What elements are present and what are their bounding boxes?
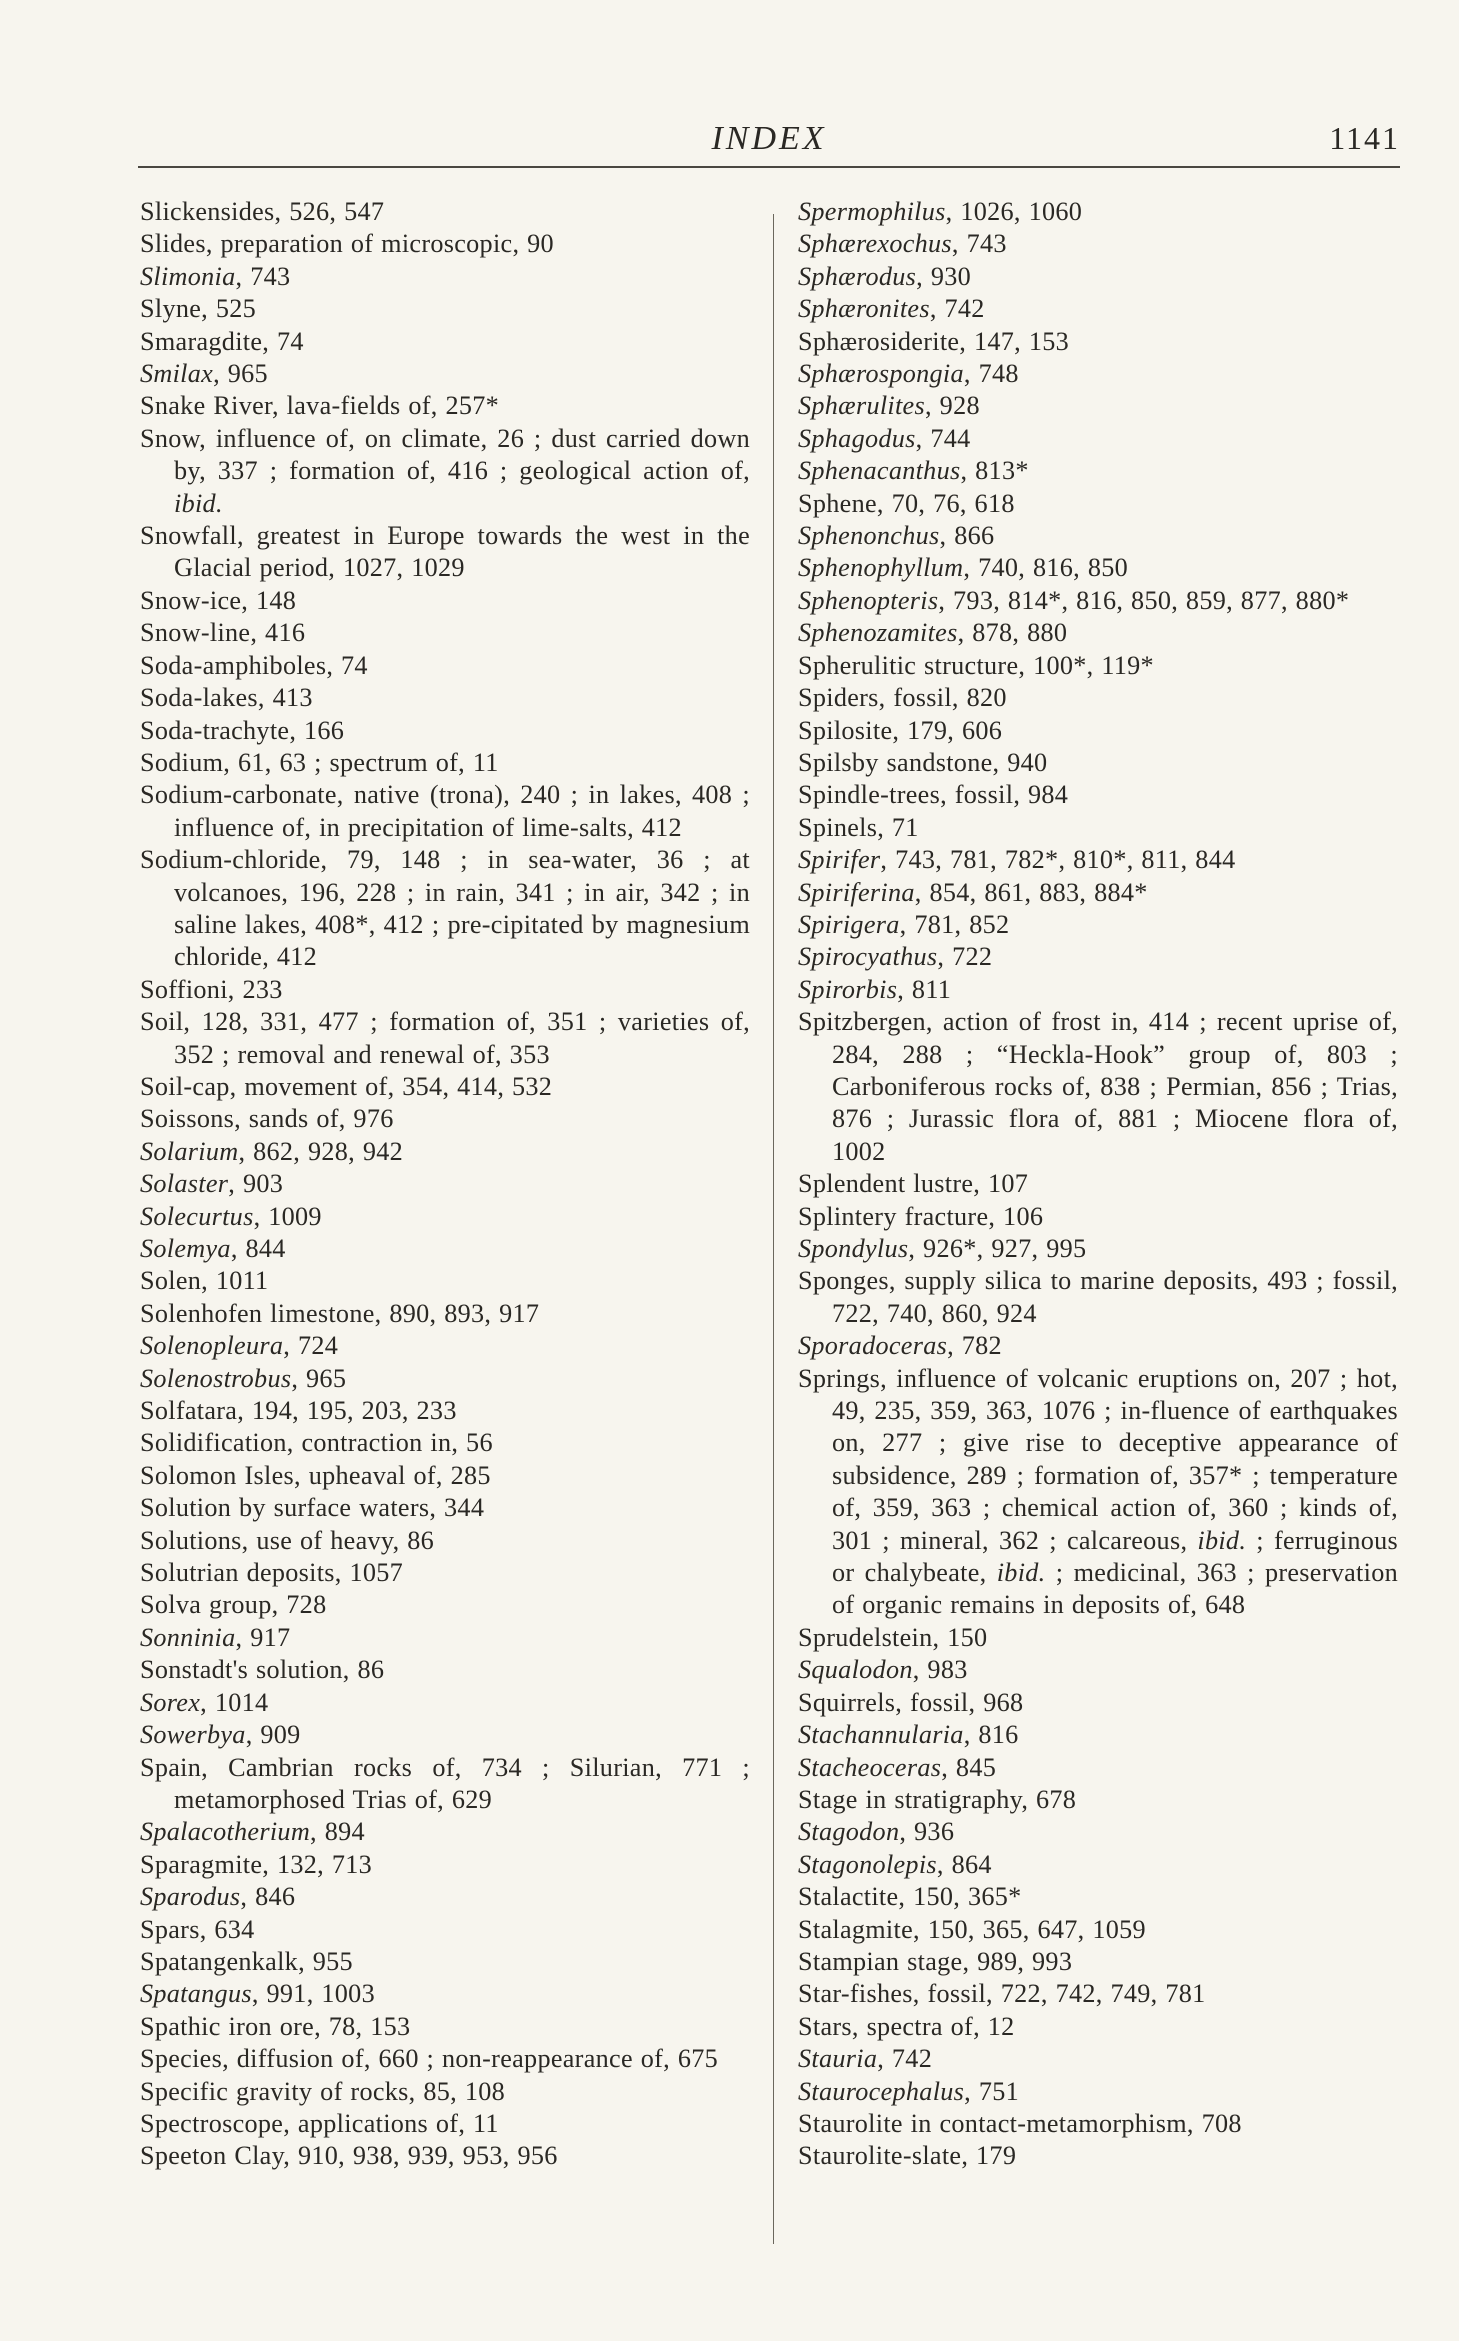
entry-text: Solemya [140,1234,231,1263]
entry-text: , 740, 816, 850 [963,553,1128,583]
entry-text: Smilax [140,359,214,389]
index-entry [798,909,1398,941]
entry-text: Stage in stratigraphy, 678 [798,1784,1077,1814]
entry-text: , 928 [924,391,980,421]
entry-text: Sphenozamites [798,618,958,648]
entry-text: Spirocyathus [798,942,938,972]
entry-text: , 846 [240,1882,296,1912]
index-entry [798,261,1398,293]
entry-text: Staurocephalus [798,2076,965,2106]
entry-text: Slickensides, 526, 547 [140,197,385,226]
entry-text: , 751 [964,2076,1020,2106]
index-entry [140,1946,750,1978]
index-entry [798,1363,1398,1622]
entry-text: , 722 [937,942,993,972]
index-entry [798,2076,1398,2108]
entry-text: , 743, 781, 782*, 810*, 811, 844 [880,845,1236,875]
index-entry [140,617,750,649]
entry-text: Solfatara, 194, 195, 203, 233 [140,1396,457,1426]
entry-text: Solution by surface waters, 344 [140,1493,485,1523]
index-entry [140,650,750,682]
index-column-left [140,196,750,2173]
entry-text: Splendent lustre, 107 [798,1169,1029,1199]
entry-text: Sodium, 61, 63 ; spectrum of, 11 [140,747,499,777]
entry-text: , 965 [291,1363,347,1393]
entry-text: Sonstadt's solution, 86 [140,1655,385,1685]
entry-text: Solaster [140,1169,229,1199]
index-entry [798,1330,1398,1362]
entry-text: , 991, 1003 [251,1979,375,2009]
index-entry [798,585,1398,617]
index-entry [798,1849,1398,1881]
entry-text: Spirifer [798,845,881,875]
entry-text: Solomon Isles, upheaval of, 285 [140,1460,491,1490]
entry-text: Stacheoceras [798,1752,942,1782]
entry-text: ibid. [996,1558,1046,1588]
index-entry [798,293,1398,325]
index-entry [798,326,1398,358]
index-entry [798,2140,1398,2172]
entry-text: , 743 [951,229,1007,259]
index-entry [140,1687,750,1719]
entry-text: Soissons, sands of, 976 [140,1104,394,1134]
entry-text: Snake River, lava-fields of, 257* [140,391,500,421]
entry-text: Staurolite in contact-metamorphism, 708 [798,2108,1242,2138]
entry-text: Soil, 128, 331, 477 ; formation of, 351 ; varieties of, 352 ; removal and renewal of, 353 [140,1007,750,1069]
index-entry [140,1298,750,1330]
entry-text: Star-fishes, fossil, 722, 742, 749, 781 [798,1979,1206,2009]
index-entry [140,974,750,1006]
index-entry [798,1687,1398,1719]
index-entry [798,1201,1398,1233]
index-entry [798,650,1398,682]
entry-text: Sphenophyllum [798,553,964,583]
entry-text: Spain, Cambrian rocks of, 734 ; Silurian, 771 ; metamorphosed Trias of, 629 [140,1752,750,1814]
entry-text: Squalodon [798,1655,913,1685]
entry-text: , 903 [228,1169,284,1199]
index-entry [140,1136,750,1168]
entry-text: Solenopleura [140,1331,284,1361]
entry-text: , 864 [936,1849,992,1879]
index-entry [140,261,750,293]
entry-text: Solarium [140,1136,239,1166]
entry-text: Sphæronites [798,294,930,324]
entry-text: , 1014 [200,1687,269,1717]
index-entry [798,2043,1398,2075]
entry-text: Solutions, use of heavy, 86 [140,1525,435,1555]
index-entry [140,1719,750,1751]
index-entry [140,2140,750,2172]
entry-text: Smaragdite, 74 [140,326,304,356]
index-entry [140,1557,750,1589]
entry-text: , 930 [916,261,972,291]
entry-text: Slimonia [140,261,236,291]
index-entry [798,779,1398,811]
index-entry [798,1265,1398,1330]
index-entry [798,974,1398,1006]
entry-text: , 854, 861, 883, 884* [914,877,1148,907]
entry-text: Spathic iron ore, 78, 153 [140,2011,411,2041]
entry-text: Sodium-carbonate, native (trona), 240 ; in lakes, 408 ; influence of, in precipitation of lime-salts, 412 [140,780,750,842]
column-divider [773,214,774,2244]
entry-text: Sonninia [140,1622,236,1652]
index-column-right [798,196,1398,2173]
entry-text: Speeton Clay, 910, 938, 939, 953, 956 [140,2141,558,2171]
entry-text: Solva group, 728 [140,1590,327,1620]
entry-text: Specific gravity of rocks, 85, 108 [140,2076,506,2106]
index-entry [140,390,750,422]
index-entry [798,682,1398,714]
entry-text: Spindle-trees, fossil, 984 [798,780,1069,810]
entry-text: Sodium-chloride, 79, 148 ; in sea-water, 36 ; at volcanoes, 196, 228 ; in rain, 341 ; in air, 342 ; in saline lakes, 408*, 412 ; pre-cipitated by magnesium chloride, 412 [140,845,750,972]
index-entry [798,844,1398,876]
entry-text: Sphærodus [798,261,917,291]
entry-text: Sphærosiderite, 147, 153 [798,326,1070,356]
index-entry [798,390,1398,422]
entry-text: ibid. [1197,1525,1247,1555]
index-entry [798,1978,1398,2010]
index-entry [140,585,750,617]
entry-text: Sprudelstein, 150 [798,1622,988,1652]
entry-text: Solecurtus [140,1201,254,1231]
index-entry [140,293,750,325]
index-entry [140,1330,750,1362]
index-entry [140,1460,750,1492]
entry-text: Spiders, fossil, 820 [798,683,1007,713]
entry-text: Solen, 1011 [140,1266,269,1296]
entry-text: , 781, 852 [899,909,1010,939]
entry-text: Spinels, 71 [798,812,919,842]
entry-text: Sporadoceras [798,1331,948,1361]
entry-text: , 743 [235,261,291,291]
entry-text: Sparagmite, 132, 713 [140,1849,373,1879]
entry-text: Sponges, supply silica to marine deposits, 493 ; fossil, 722, 740, 860, 924 [798,1266,1398,1328]
entry-text: , 744 [915,423,971,453]
entry-text: , 742 [877,2044,933,2074]
entry-text: Solenhofen limestone, 890, 893, 917 [140,1298,540,1328]
index-entry [798,941,1398,973]
entry-text: Spatangus [140,1979,252,2009]
index-entry [140,1103,750,1135]
index-entry [798,1233,1398,1265]
entry-text: , 724 [283,1331,339,1361]
entry-text: , 866 [939,521,995,551]
entry-text: Solenostrobus [140,1363,292,1393]
entry-text: Spherulitic structure, 100*, 119* [798,650,1154,680]
index-entry [140,1849,750,1881]
index-entry [798,1006,1398,1168]
entry-text: Stampian stage, 989, 993 [798,1946,1073,1976]
entry-text: , 1026, 1060 [945,197,1083,226]
index-entry [140,1654,750,1686]
index-entry [798,423,1398,455]
entry-text: Squirrels, fossil, 968 [798,1687,1024,1717]
index-entry [140,1233,750,1265]
entry-text: , 742 [929,294,985,324]
index-entry [798,196,1398,228]
entry-text: Springs, influence of volcanic eruptions on, 207 ; hot, 49, 235, 359, 363, 1076 ; in-fluence of earthquakes on, 277 ; give rise to deceptive appearance of subsidence, 289 ; formation of, 357* ; temperature of, 359, 363 ; chemical action of, 360 ; kinds of, 301 ; mineral, 362 ; calcareous, [798,1363,1398,1555]
index-entry [140,2108,750,2140]
entry-text: Spars, 634 [140,1914,255,1944]
index-entry [140,682,750,714]
entry-text: , 816 [963,1720,1019,1750]
index-entry [140,196,750,228]
index-entry [140,1395,750,1427]
index-entry [798,1752,1398,1784]
index-entry [798,617,1398,649]
entry-text: Sphærospongia [798,359,964,389]
entry-text: Snowfall, greatest in Europe towards the west in the Glacial period, 1027, 1029 [140,521,750,583]
entry-text: Sphagodus [798,423,916,453]
index-entry [140,2076,750,2108]
index-entry [140,844,750,974]
entry-text: ; medicinal, 363 ; preservation of organic remains in deposits of, 648 [832,1558,1398,1620]
index-entry [798,2108,1398,2140]
index-entry [798,1654,1398,1686]
entry-text: , 845 [941,1752,997,1782]
running-title: INDEX [711,120,827,157]
page-number: 1141 [1329,120,1400,156]
index-entry [140,779,750,844]
entry-text: , 793, 814*, 816, 850, 859, 877, 880* [938,585,1350,615]
index-entry [140,1265,750,1297]
entry-text: Spatangenkalk, 955 [140,1946,353,1976]
index-entry [140,2011,750,2043]
index-entry [798,552,1398,584]
index-entry [140,358,750,390]
entry-text: Sphenonchus [798,521,940,551]
entry-text: Snow-ice, 148 [140,585,297,615]
index-entry [140,715,750,747]
entry-text: Spermophilus [798,197,946,226]
entry-text: Sparodus [140,1882,241,1912]
index-entry [798,747,1398,779]
index-entry [798,1622,1398,1654]
entry-text: Sphærulites [798,391,925,421]
index-entry [140,326,750,358]
entry-text: Stauria [798,2044,878,2074]
entry-text: Spalacotherium [140,1817,311,1847]
index-entry [798,228,1398,260]
entry-text: Soil-cap, movement of, 354, 414, 532 [140,1071,553,1101]
entry-text: ibid. [174,488,223,518]
entry-text: Stagonolepis [798,1849,937,1879]
index-entry [140,1525,750,1557]
index-entry [140,423,750,520]
entry-text: Stalagmite, 150, 365, 647, 1059 [798,1914,1146,1944]
entry-text: , 782 [947,1331,1002,1361]
entry-text: , 844 [230,1234,286,1263]
index-entry [140,1363,750,1395]
entry-text: Stalactite, 150, 365* [798,1882,1022,1912]
index-entry [798,455,1398,487]
entry-text: Slyne, 525 [140,294,257,324]
index-entry [798,520,1398,552]
index-entry [140,1622,750,1654]
entry-text: Snow-line, 416 [140,618,306,648]
index-entry [798,488,1398,520]
index-entry [140,1589,750,1621]
index-entry [140,1427,750,1459]
entry-text: Spectroscope, applications of, 11 [140,2108,499,2138]
entry-text: Soda-lakes, 413 [140,683,313,713]
index-entry [140,2043,750,2075]
entry-text: Splintery fracture, 106 [798,1201,1044,1231]
entry-text: , 965 [213,359,268,389]
entry-text: Stagodon [798,1817,900,1847]
index-entry [140,520,750,585]
index-entry [798,715,1398,747]
entry-text: , 926*, 927, 995 [908,1234,1087,1263]
index-entry [140,1006,750,1071]
index-entry [140,1071,750,1103]
entry-text: , 936 [899,1817,955,1847]
entry-text: Solidification, contraction in, 56 [140,1428,493,1458]
entry-text: Stars, spectra of, 12 [798,2011,1015,2041]
entry-text: Spirigera [798,909,900,939]
entry-text: Spondylus [798,1234,909,1263]
index-entry [140,1978,750,2010]
index-entry [140,1492,750,1524]
entry-text: , 1009 [253,1201,322,1231]
index-entry [140,1752,750,1817]
entry-text: Sphenopteris [798,585,939,615]
entry-text: Soffioni, 233 [140,974,283,1004]
entry-text: Sowerbya [140,1720,246,1750]
index-entry [798,1719,1398,1751]
entry-text: , 878, 880 [957,618,1068,648]
entry-text: Snow, influence of, on climate, 26 ; dust carried down by, 337 ; formation of, 416 ; geological action of, [140,423,750,486]
entry-text: Species, diffusion of, 660 ; non-reappearance of, 675 [140,2044,719,2074]
index-entry [798,1946,1398,1978]
entry-text: Slides, preparation of microscopic, 90 [140,229,554,259]
entry-text: , 811 [897,974,952,1004]
entry-text: Sphenacanthus [798,456,961,486]
entry-text: Staurolite-slate, 179 [798,2141,1017,2171]
entry-text: Spiriferina [798,877,915,907]
entry-text: Spilosite, 179, 606 [798,715,1003,745]
page-header [138,120,1400,168]
entry-text: Sphene, 70, 76, 618 [798,488,1015,518]
entry-text: Soda-amphiboles, 74 [140,650,368,680]
index-entry [798,812,1398,844]
index-entry [798,358,1398,390]
index-entry [798,1914,1398,1946]
entry-text: Sorex [140,1687,201,1717]
index-entry [798,2011,1398,2043]
entry-text: Sphærexochus [798,229,952,259]
index-entry [140,747,750,779]
entry-text: Solutrian deposits, 1057 [140,1558,404,1588]
index-entry [140,1168,750,1200]
entry-text: Stachannularia [798,1720,964,1750]
index-entry [798,1168,1398,1200]
entry-text: , 862, 928, 942 [238,1136,404,1166]
entry-text: , 894 [310,1817,365,1847]
entry-text: Soda-trachyte, 166 [140,715,345,745]
index-entry [798,1784,1398,1816]
entry-text: , 917 [235,1622,291,1652]
index-entry [798,877,1398,909]
entry-text: , 909 [245,1720,301,1750]
entry-text: , 983 [912,1655,968,1685]
index-entry [140,228,750,260]
index-entry [140,1881,750,1913]
entry-text: ; ferruginous or chalybeate, [832,1525,1398,1588]
index-entry [140,1816,750,1848]
entry-text: Spitzbergen, action of frost in, 414 ; recent uprise of, 284, 288 ; “Heckla-Hook” group of, 803 ; Carboniferous rocks of, 838 ; Permian, 856 ; Trias, 876 ; Jurassic flora of, 881 ; Miocene flora of, 1002 [798,1007,1398,1166]
entry-text: , 748 [963,359,1019,389]
entry-text: Spilsby sandstone, 940 [798,747,1048,777]
entry-text: Spirorbis [798,974,898,1004]
index-entry [140,1201,750,1233]
index-entry [140,1914,750,1946]
index-entry [798,1881,1398,1913]
entry-text: , 813* [960,456,1029,486]
index-entry [798,1816,1398,1848]
